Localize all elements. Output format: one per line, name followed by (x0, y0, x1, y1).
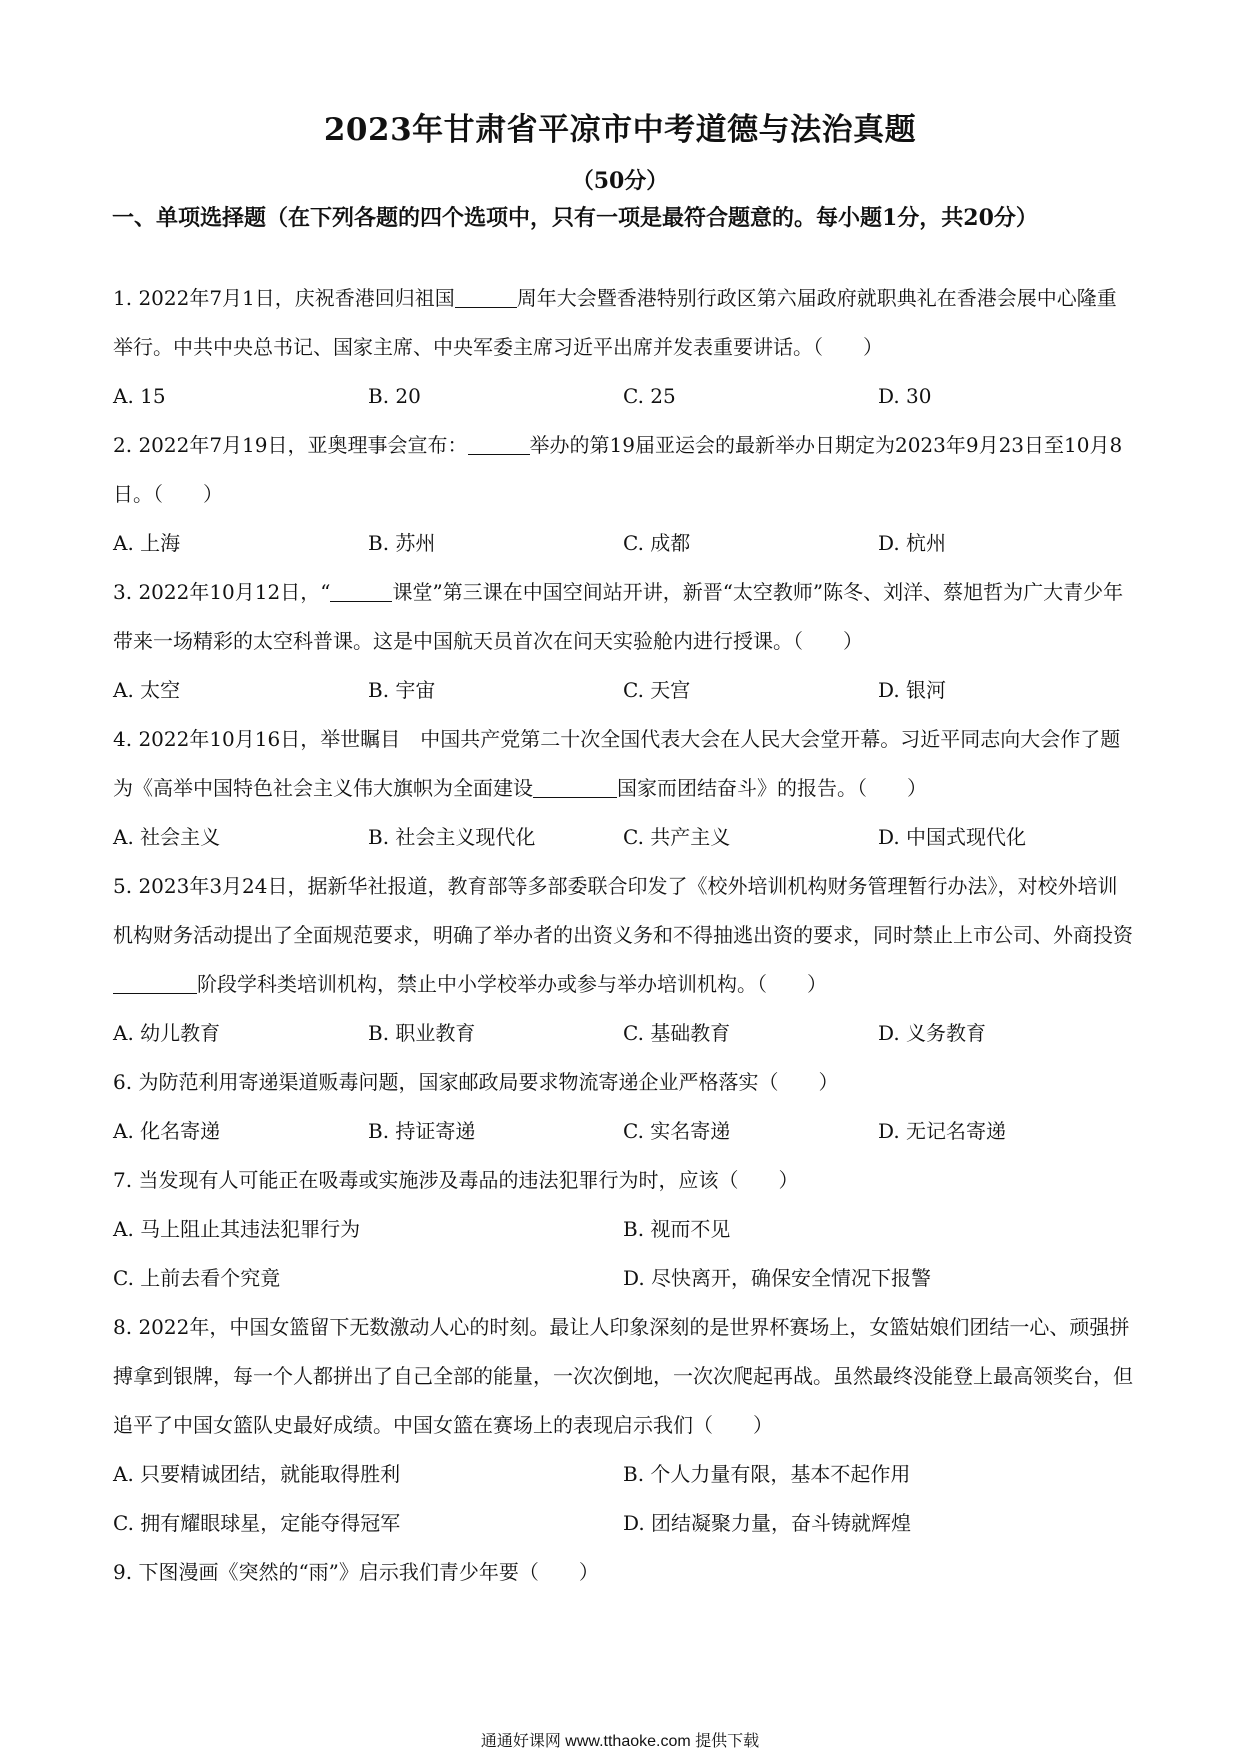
answer-blank (533, 775, 617, 798)
option-a: A. 上海 (113, 531, 181, 555)
option-d: D. 义务教育 (878, 1021, 987, 1045)
option-a: A. 化名寄递 (113, 1119, 221, 1143)
option-c: C. 基础教育 (623, 1021, 731, 1045)
option-a: A. 幼儿教育 (113, 1021, 221, 1045)
question-text: 1. 2022年7月1日，庆祝香港回归祖国 周年大会暨香港特别行政区第六届政府就职典礼在香港会展中心隆重举行。中共中央总书记、国家主席、中央军委主席习近平出席并发表重要讲话。（ ） (113, 286, 1117, 359)
option-c: C. 拥有耀眼球星，定能夺得冠军 (113, 1511, 401, 1535)
option-a: A. 太空 (113, 678, 181, 702)
answer-blank (455, 285, 517, 308)
question-text: 4. 2022年10月16日，举世瞩目 中国共产党第二十次全国代表大会在人民大会堂开幕。习近平同志向大会作了题为《高举中国特色社会主义伟大旗帜为全面建设 国家而团结奋斗》的报告。（ ） (113, 727, 1121, 800)
options-row (113, 813, 1135, 862)
option-b: B. 视而不见 (623, 1217, 731, 1241)
section-heading: 一、单项选择题（在下列各题的四个选项中，只有一项是最符合题意的。每小题1分，共20分） (112, 205, 1038, 231)
option-b: B. 20 (368, 384, 421, 408)
footer-credit: 通通好课网 www.tthaoke.com 提供下载 (480, 1733, 760, 1750)
question-3 (113, 568, 1135, 715)
option-d: D. 中国式现代化 (878, 825, 1027, 849)
score-subtitle: （50分） (571, 168, 669, 194)
option-b: B. 苏州 (368, 531, 436, 555)
question-text: 8. 2022年，中国女篮留下无数激动人心的时刻。最让人印象深刻的是世界杯赛场上，女篮姑娘们团结一心、顽强拼搏拿到银牌，每一个人都拼出了自己全部的能量，一次次倒地，一次次爬起再战。虽然最终没能登上最高领奖台，但追平了中国女篮队史最好成绩。中国女篮在赛场上的表现启示我们（ ） (113, 1315, 1133, 1437)
option-d: D. 团结凝聚力量，奋斗铸就辉煌 (623, 1511, 912, 1535)
option-b: B. 职业教育 (368, 1021, 476, 1045)
option-c: C. 成都 (623, 531, 691, 555)
options-row (113, 519, 1135, 568)
question-8 (113, 1303, 1135, 1548)
option-d: D. 30 (878, 384, 932, 408)
question-list (113, 274, 1135, 1597)
option-b: B. 社会主义现代化 (368, 825, 536, 849)
answer-blank (468, 432, 530, 455)
question-text: 6. 为防范利用寄递渠道贩毒问题，国家邮政局要求物流寄递企业严格落实（ ） (113, 1070, 839, 1094)
option-a: A. 马上阻止其违法犯罪行为 (113, 1217, 361, 1241)
question-4 (113, 715, 1135, 862)
page-title: 2023年甘肃省平凉市中考道德与法治真题 (323, 112, 917, 148)
question-7 (113, 1156, 1135, 1303)
option-d: D. 无记名寄递 (878, 1119, 1007, 1143)
option-d: D. 杭州 (878, 531, 947, 555)
question-text: 5. 2023年3月24日，据新华社报道，教育部等多部委联合印发了《校外培训机构财务管理暂行办法》，对校外培训机构财务活动提出了全面规范要求，明确了举办者的出资义务和不得抽逃出资的要求，同时禁止上市公司、外商投资阶段学科类培训机构，禁止中小学校举办或参与举办培训机构。（ ） (113, 874, 1133, 996)
question-6 (113, 1058, 1135, 1156)
option-c: C. 实名寄递 (623, 1119, 731, 1143)
question-2 (113, 421, 1135, 568)
options-row (113, 1107, 1135, 1156)
question-text: 7. 当发现有人可能正在吸毒或实施涉及毒品的违法犯罪行为时，应该（ ） (113, 1168, 799, 1192)
option-b: B. 持证寄递 (368, 1119, 476, 1143)
options-grid (113, 1205, 1135, 1303)
options-row (113, 372, 1135, 421)
question-text: 2. 2022年7月19日，亚奥理事会宣布： 举办的第19届亚运会的最新举办日期定为2023年9月23日至10月8日。（ ） (113, 433, 1123, 506)
option-a: A. 社会主义 (113, 825, 221, 849)
options-row (113, 666, 1135, 715)
question-1 (113, 274, 1135, 421)
question-text: 9. 下图漫画《突然的“雨”》启示我们青少年要（ ） (113, 1560, 599, 1584)
question-9 (113, 1548, 1135, 1597)
answer-blank (330, 579, 392, 602)
option-b: B. 个人力量有限，基本不起作用 (623, 1462, 911, 1486)
options-grid (113, 1450, 1135, 1548)
option-d: D. 银河 (878, 678, 947, 702)
option-c: C. 天宫 (623, 678, 691, 702)
question-5 (113, 862, 1135, 1058)
options-row (113, 1009, 1135, 1058)
answer-blank (113, 971, 197, 994)
option-a: A. 15 (113, 384, 166, 408)
question-text: 3. 2022年10月12日，“ 课堂”第三课在中国空间站开讲，新晋“太空教师”陈冬、刘洋、蔡旭哲为广大青少年带来一场精彩的太空科普课。这是中国航天员首次在问天实验舱内进行授课。（ ） (113, 580, 1124, 653)
option-c: C. 共产主义 (623, 825, 731, 849)
option-c: C. 25 (623, 384, 676, 408)
option-c: C. 上前去看个究竟 (113, 1266, 281, 1290)
option-b: B. 宇宙 (368, 678, 436, 702)
option-d: D. 尽快离开，确保安全情况下报警 (623, 1266, 932, 1290)
option-a: A. 只要精诚团结，就能取得胜利 (113, 1462, 401, 1486)
